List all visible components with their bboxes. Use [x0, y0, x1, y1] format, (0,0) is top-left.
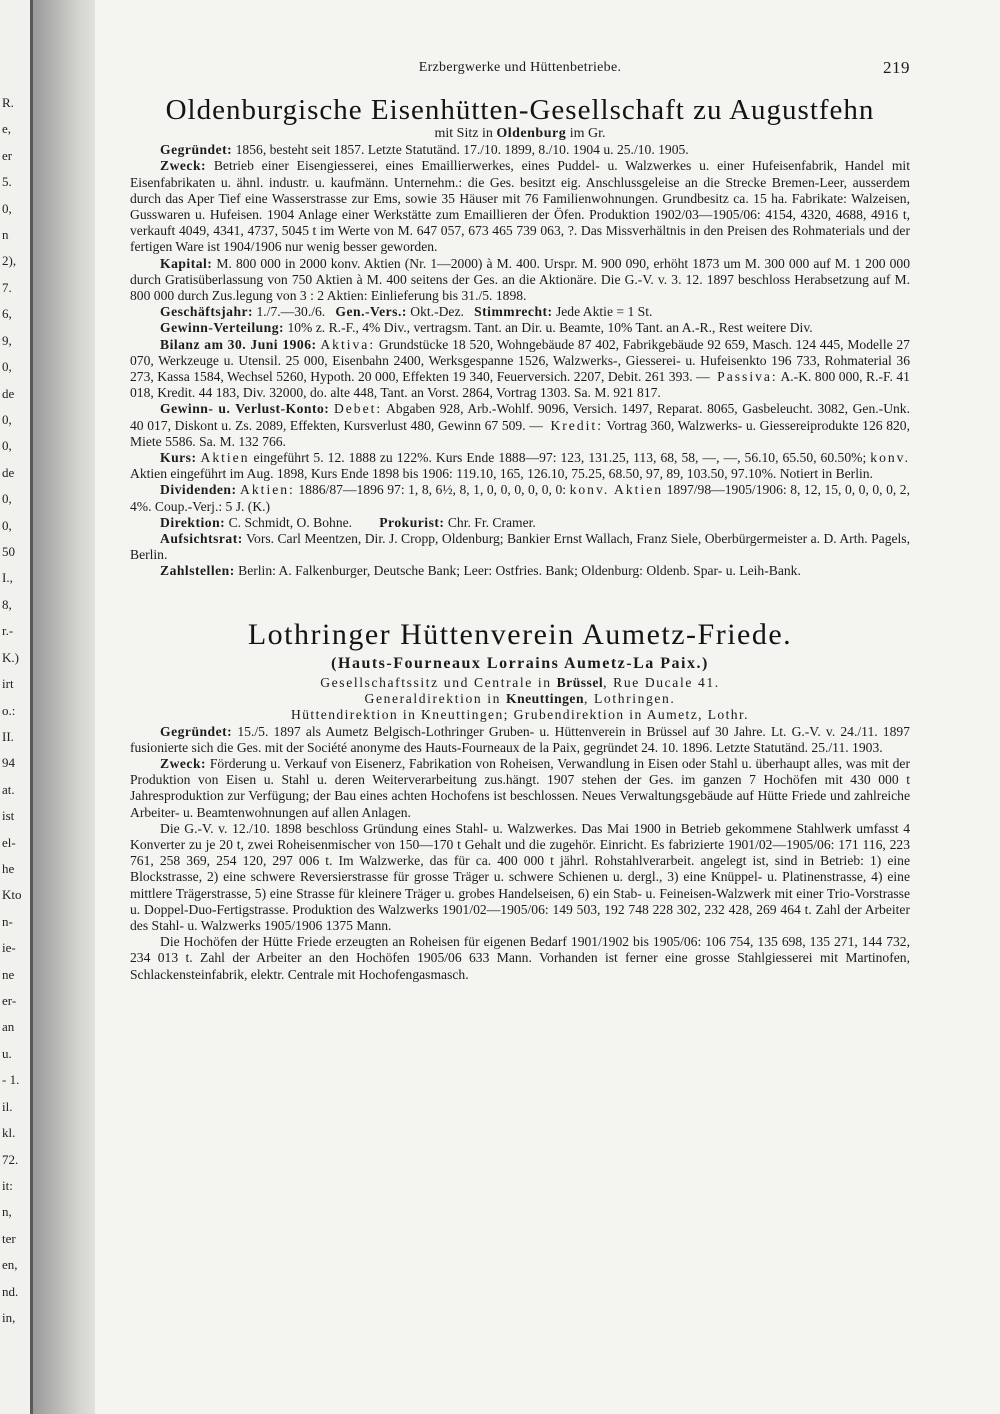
margin-fragment: an: [2, 1019, 15, 1034]
margin-fragment: 94: [2, 755, 15, 770]
margin-fragment: 7.: [2, 280, 12, 295]
margin-fragment: o.:: [2, 703, 16, 718]
section2-stahlwerk: Die G.-V. v. 12./10. 1898 beschloss Gründung eines Stahl- u. Walzwerkes. Das Mai 1900 in Betrieb gekommene Stahlwerk umfasst 4 Konverter zu je 20 t, zwei Roheisenmischer von 150—170 t Gehalt und die zugehör. Einricht. Es fabrizierte 1901/02—1905/06: 171 116, 223 761, 258 369, 254 120, 297 006 t. Im Walzwerke, das für ca. 400 000 t jährl. Rohstahlverarbeit. angelegt ist, sind in Betrieb: 1) eine Blockstrasse, 2) eine schwere Reversierstrasse für grosse Träger u. schwere Schienen u. dergl., 3) eine Knüppel- u. Platinenstrasse, 4) eine mittlere Trägerstrasse, 5) eine Strasse für kleinere Träger u. grobes Handelseisen, 6) ein Stab- u. Feineisen-Walzwerk mit einer Trio-Vorstrasse u. Doppel-Duo-Fertigstrasse. Produktion des Walzwerks 1901/02—1905/06: 149 503, 192 748 228 302, 232 428, 269 464 t. Zahl der Arbeiter des Stahl- u. Walzwerks 1905/1906 1375 Mann.: [130, 820, 910, 933]
company-title-lothringer: Lothringer Hüttenverein Aumetz-Friede.: [247, 617, 793, 651]
page-content: [130, 60, 910, 983]
company-seat-line: Gesellschaftssitz und Centrale in Brüssel, Rue Ducale 41.: [320, 674, 720, 690]
margin-fragment: r.-: [2, 623, 14, 638]
margin-fragment: el-: [2, 835, 16, 850]
margin-fragment: il.: [2, 1099, 13, 1114]
company-seat: mit Sitz in Oldenburg im Gr.: [434, 126, 606, 141]
margin-fragment: 0,: [2, 491, 12, 506]
margin-fragment: en,: [2, 1257, 18, 1272]
margin-fragment: ist: [2, 808, 15, 823]
margin-fragment: irt: [2, 676, 14, 691]
margin-fragment: ie-: [2, 940, 16, 955]
margin-fragment: u.: [2, 1046, 12, 1061]
margin-fragment: 9,: [2, 333, 12, 348]
margin-fragment: K.): [2, 650, 19, 665]
margin-fragment: in,: [2, 1310, 16, 1325]
margin-fragment: at.: [2, 782, 15, 797]
margin-fragment: ne: [2, 967, 15, 982]
margin-fragment: R.: [2, 95, 14, 110]
margin-fragment: 0,: [2, 518, 12, 533]
general-direction-line: Generaldirektion in Kneuttingen, Lothringen.: [364, 691, 676, 707]
margin-fragment: kl.: [2, 1125, 16, 1140]
section-aufsichtsrat: Aufsichtsrat: Vors. Carl Meentzen, Dir. J. Cropp, Oldenburg; Bankier Ernst Wallach, Franz Siele, Oberbürgermeister a. D. Arth. Pagels, Berlin.: [130, 531, 910, 563]
section-zahlstellen: Zahlstellen: Berlin: A. Falkenburger, Deutsche Bank; Leer: Ostfries. Bank; Oldenburg: Oldenb. Spar- u. Leih-Bank.: [160, 563, 801, 579]
margin-fragment: 72.: [2, 1152, 19, 1167]
margin-fragment: 0,: [2, 412, 12, 427]
section2-zweck: Zweck: Förderung u. Verkauf von Eisenerz, Fabrikation von Roheisen, Verwandlung in Eisen oder Stahl u. überhaupt alles, was mit der Produktion von Eisen u. Stahl u. deren Weiterverarbeitung zus.hängt. 1907 stehen der Ges. im ganzen 7 Hochöfen mit 430 000 t Jahresproduktion zur Verfügung; der Bau eines achten Hochofens ist beschlossen. Neues Verwaltungsgebäude auf Hütte Friede und zahlreiche Arbeiter- u. Beamtenwohnungen auf allen Anlagen.: [130, 755, 910, 820]
seat-city: Oldenburg: [496, 126, 567, 141]
margin-fragment: n,: [2, 1204, 12, 1219]
margin-fragment: - 1.: [2, 1072, 20, 1087]
company-title-oldenburg: Oldenburgische Eisenhütten-Gesellschaft zu Augustfehn: [165, 94, 875, 126]
margin-fragment: 2),: [2, 253, 17, 268]
margin-fragment: er-: [2, 993, 17, 1008]
margin-fragment: Kto: [2, 887, 22, 902]
section-kurs: Kurs: Aktien eingeführt 5. 12. 1888 zu 122%. Kurs Ende 1888—97: 123, 131.25, 113, 68, 58, —, —, 56.10, 65.50, 60.50%; konv. Aktien eingeführt im Aug. 1898, Kurs Ende 1898 bis 1906: 119.10, 165, 126.10, 75.25, 68.50, 97, 89, 103.50, 97.10%. Notiert in Berlin.: [130, 450, 910, 482]
margin-fragment: 5.: [2, 174, 12, 189]
adjacent-page-margin: [0, 0, 33, 1414]
margin-fragment: n-: [2, 914, 13, 929]
margin-fragment: II.: [2, 729, 14, 744]
margin-fragment: 0,: [2, 438, 12, 453]
margin-fragment: I.,: [2, 570, 13, 585]
direction-city: Kneuttingen: [506, 691, 585, 707]
margin-fragment: de: [2, 465, 15, 480]
margin-fragment: 0,: [2, 201, 12, 216]
section-geschaeftsjahr: Geschäftsjahr: 1./7.—30./6. Gen.-Vers.: Okt.-Dez. Stimmrecht: Jede Aktie = 1 St.: [160, 304, 653, 320]
section-dividenden: Dividenden: Aktien: 1886/87—1896 97: 1, 8, 6½, 8, 1, 0, 0, 0, 0, 0, 0: konv. Aktien 1897/98—1905/1906: 8, 12, 15, 0, 0, 0, 0, 2, 4%. Coup.-Verj.: 5 J. (K.): [130, 482, 910, 514]
margin-fragment: 8,: [2, 597, 12, 612]
running-header: [130, 60, 910, 82]
section-zweck: Zweck: Betrieb einer Eisengiesserei, eines Emaillierwerkes, eines Puddel- u. Walzwerkes u. einer Hufeisenfabrik, Handel mit Eisenfabrikaten u. ähnl. industr. u. kaufmänn. Unternehm.: die Ges. besitzt eig. Anschlussgeleise an die Strecke Bremen-Leer, ausserdem durch das Aper Tief eine Wasserstrasse zur Ems, sowie 35 Häuser mit 76 Familienwohnungen. Grundbesitz ca. 15 ha. Fabrikate: Walzeisen, Gusswaren u. Hufeisen. 1904 Anlage einer Werkstätte zum Emaillieren der Öfen. Produktion 1902/03—1905/06: 4154, 4320, 4688, 4916 t, verkauft 4049, 4341, 4737, 5045 t im Werte von M. 647 057, 673 465 739 063, ?. Das Missverhältnis in den Preisen des Rohmaterials und der fertigen Ware ist 1904/1906 nur wenig besser geworden.: [130, 158, 910, 255]
margin-fragment: 6,: [2, 306, 12, 321]
section-gewinnverteilung: Gewinn-Verteilung: 10% z. R.-F., 4% Div., vertragsm. Tant. an Dir. u. Beamte, 10% Tant. an A.-R., Rest weitere Div.: [160, 320, 813, 336]
seat-city-bruessel: Brüssel: [556, 674, 604, 690]
margin-fragment: n: [2, 227, 9, 242]
section-bilanz: Bilanz am 30. Juni 1906: Aktiva: Grundstücke 18 520, Wohngebäude 87 402, Fabrikgebäude 92 659, Masch. 124 445, Modelle 27 070, Werkzeuge u. Utensil. 25 000, Eisenbahn 2400, Werksgespanne 1526, Walzwerks-, Giesserei- u. Hufeisenkto 196 733, Rohmaterial 36 273, Kassa 1584, Wechsel 5260, Hypoth. 20 000, Effekten 19 340, Feuerversich. 2207, Debit. 261 393. — Passiva: A.-K. 800 000, R.-F. 41 018, Kredit. 44 183, Div. 32000, do. alte 448, Tant. an Vorst. 2864, Vortrag 1303. Sa. M. 921 817.: [130, 336, 910, 401]
margin-fragment: he: [2, 861, 15, 876]
section-direktion: Direktion: C. Schmidt, O. Bohne. Prokurist: Chr. Fr. Cramer.: [160, 514, 536, 530]
company-alt-name: (Hauts-Fourneaux Lorrains Aumetz-La Paix.): [331, 654, 709, 672]
page-number: 219: [883, 58, 910, 77]
margin-fragment: 0,: [2, 359, 12, 374]
margin-fragment: ter: [2, 1231, 16, 1246]
section-gegruendet: Gegründet: 1856, besteht seit 1857. Letzte Statutänd. 17./10. 1899, 8./10. 1904 u. 25./10. 1905.: [160, 142, 689, 158]
margin-fragment: e,: [2, 121, 12, 136]
running-title: Erzbergwerke und Hüttenbetriebe.: [418, 60, 622, 75]
section-kapital: Kapital: M. 800 000 in 2000 konv. Aktien (Nr. 1—2000) à M. 400. Urspr. M. 900 090, erhöht 1873 um M. 300 000 auf M. 1 200 000 durch Gratisüberlassung von 750 Aktien à M. 400 seitens der Ges. an die Aktionäre. Die G.-V. v. 3. 12. 1897 beschloss Herabsetzung auf M. 800 000 durch Zus.legung von 3 : 2 Aktien: Einlieferung bis 31./5. 1898.: [130, 255, 910, 304]
section2-hochoefen: Die Hochöfen der Hütte Friede erzeugten an Roheisen für eigenen Bedarf 1901/1902 bis 1905/06: 106 754, 135 698, 135 271, 144 732, 234 013 t. Zahl der Arbeiter an den Hochöfen 1905/06 633 Mann. Vorhanden ist ferner eine grosse Stahlgiesserei mit Martinofen, Schlackensteinfabrik, elektr. Centrale mit Hochofengasmasch.: [130, 934, 910, 982]
margin-fragment: er: [2, 148, 13, 163]
margin-fragment: nd.: [2, 1284, 19, 1299]
margin-fragment: de: [2, 386, 15, 401]
margin-fragment: 50: [2, 544, 15, 559]
book-page: [95, 0, 1000, 1414]
section-gewinn-verlust: Gewinn- u. Verlust-Konto: Debet: Abgaben 928, Arb.-Wohlf. 9096, Versich. 1497, Reparat. 8065, Gasbeleucht. 3082, Gen.-Unk. 40 017, Diskont u. Zs. 2089, Effekten, Kursverlust 480, Gewinn 67 509. — Kredit: Vortrag 360, Walzwerks- u. Giessereiprodukte 126 820, Miete 5586. Sa. M. 132 766.: [130, 401, 910, 449]
section2-gegruendet: Gegründet: 15./5. 1897 als Aumetz Belgisch-Lothringer Gruben- u. Hüttenverein in Brüssel auf 30 Jahre. Lt. G.-V. v. 24./11. 1897 fusionierte sich die Ges. mit der Société anonyme des Hauts-Fourneaux de la Paix, gegründet 24. 10. 1896. Letzte Statutänd. 25./11. 1903.: [130, 723, 910, 755]
margin-fragment: it:: [2, 1178, 13, 1193]
works-direction-line: Hüttendirektion in Kneuttingen; Grubendirektion in Aumetz, Lothr.: [291, 707, 749, 723]
